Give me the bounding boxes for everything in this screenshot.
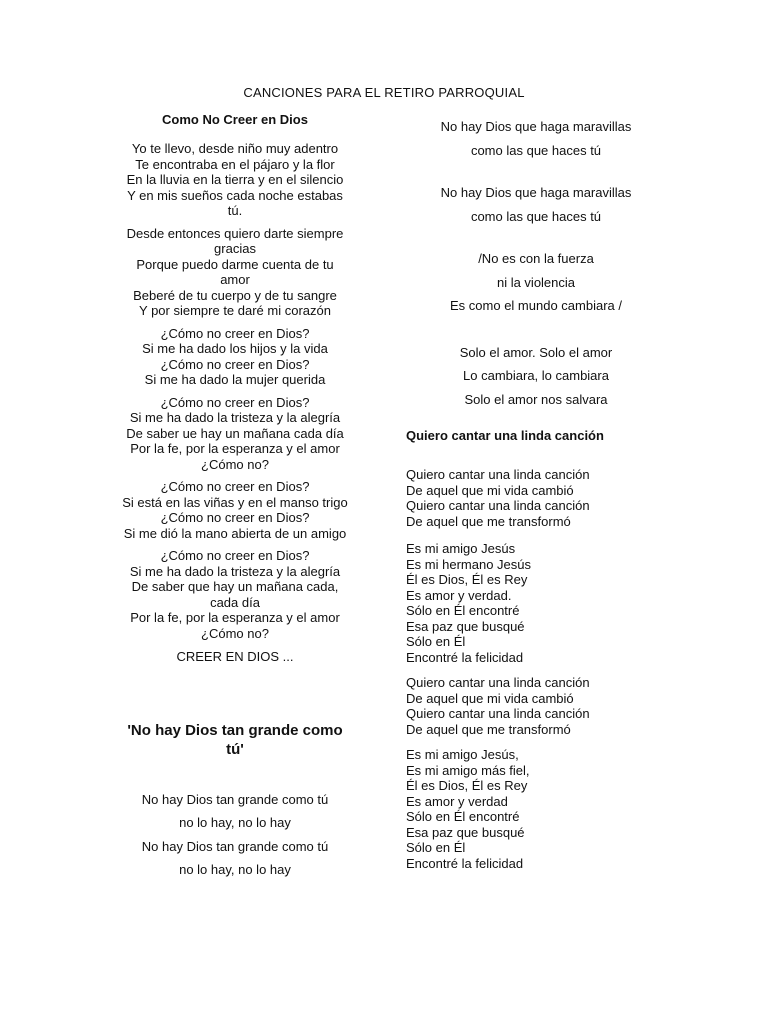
lyric-line: gracias <box>214 241 256 256</box>
stanza <box>100 395 370 473</box>
lyric-line: no lo hay, no lo hay <box>179 815 291 830</box>
lyric-line: Por la fe, por la esperanza y el amor <box>130 610 340 625</box>
lyric-line: como las que haces tú <box>470 142 602 158</box>
lyric-line: No hay Dios que haga maravillas <box>440 119 632 134</box>
stanza <box>100 788 370 882</box>
lyric-line: Y por siempre te daré mi corazón <box>139 303 331 318</box>
lyric-line: De saber ue hay un mañana cada día <box>126 425 344 441</box>
lyric-line: Yo te llevo, desde niño muy adentro <box>131 141 339 156</box>
lyric-line: Sólo en Él <box>406 634 466 649</box>
lyric-line: /No es con la fuerza <box>478 251 594 266</box>
lyric-line: No hay Dios que haga maravillas <box>440 185 632 200</box>
left-column <box>100 110 370 882</box>
lyric-line: Sólo en Él <box>406 840 466 855</box>
lyric-line: tú. <box>227 203 243 218</box>
lyric-line: Es mi amigo Jesús <box>406 541 516 556</box>
song-title-line: 'No hay Dios tan grande como <box>127 721 343 739</box>
stanza <box>100 226 370 319</box>
stanza <box>396 341 676 412</box>
lyric-line: Beberé de tu cuerpo y de tu sangre <box>133 287 337 303</box>
lyric-line: ¿Cómo no creer en Dios? <box>160 356 310 372</box>
document-title: CANCIONES PARA EL RETIRO PARROQUIAL <box>243 85 525 100</box>
lyric-line: En la lluvia en la tierra y en el silencio <box>126 172 344 187</box>
lyric-line: Desde entonces quiero darte siempre <box>126 225 344 241</box>
lyric-line: Quiero cantar una linda canción <box>406 706 590 721</box>
stanza <box>396 115 676 162</box>
lyric-line: Solo el amor. Solo el amor <box>459 344 613 360</box>
stanza <box>100 141 370 219</box>
lyric-line: Si me dió la mano abierta de un amigo <box>123 525 347 541</box>
stanza <box>100 649 370 665</box>
right-column <box>396 110 676 871</box>
lyric-line: ¿Cómo no creer en Dios? <box>160 325 310 341</box>
stanza <box>396 181 676 228</box>
song-title-no-hay-dios <box>100 721 370 759</box>
lyric-line: Sólo en Él encontré <box>406 603 520 618</box>
lyric-line: Es amor y verdad <box>406 793 508 809</box>
lyric-line: Quiero cantar una linda canción <box>406 675 590 690</box>
stanza <box>406 747 676 871</box>
lyric-line: Y en mis sueños cada noche estabas <box>127 187 343 203</box>
lyric-line: De saber que hay un mañana cada, <box>131 579 339 594</box>
stanza <box>100 326 370 388</box>
stanza <box>100 479 370 541</box>
stanza <box>406 467 676 529</box>
lyric-line: ¿Cómo no creer en Dios? <box>160 479 310 494</box>
lyric-line: ni la violencia <box>496 274 576 290</box>
lyric-line: Quiero cantar una linda canción <box>406 467 590 482</box>
song-title-como-no-creer: Como No Creer en Dios <box>162 112 308 127</box>
lyric-line: no lo hay, no lo hay <box>179 862 291 877</box>
lyric-line: De aquel que me transformó <box>406 513 571 529</box>
lyric-line: como las que haces tú <box>470 208 602 224</box>
stanza <box>406 675 676 737</box>
lyric-line: Si me ha dado la tristeza y la alegría <box>129 563 341 579</box>
lyric-line: Es mi amigo más fiel, <box>406 762 530 778</box>
lyric-line: ¿Cómo no creer en Dios? <box>160 510 310 525</box>
lyric-line: ¿Cómo no? <box>201 625 269 641</box>
lyric-line: No hay Dios tan grande como tú <box>141 791 329 807</box>
lyric-line: CREER EN DIOS ... <box>176 649 294 664</box>
lyric-line: Porque puedo darme cuenta de tu <box>136 256 334 272</box>
lyric-line: Esa paz que busqué <box>406 618 525 634</box>
lyric-line: ¿Cómo no creer en Dios? <box>160 548 310 563</box>
lyric-line: Encontré la felicidad <box>406 649 524 665</box>
lyric-line: Encontré la felicidad <box>406 855 524 871</box>
lyric-line: No hay Dios tan grande como tú <box>141 838 329 854</box>
song-title-line: tú' <box>226 740 244 758</box>
lyric-line: Quiero cantar una linda canción <box>406 498 590 513</box>
lyric-line: Te encontraba en el pájaro y la flor <box>135 156 335 172</box>
lyric-line: De aquel que me transformó <box>406 721 571 737</box>
lyric-line: Él es Dios, Él es Rey <box>406 778 528 793</box>
lyric-line: Si me ha dado los hijos y la vida <box>142 341 328 356</box>
lyric-line: Solo el amor nos salvara <box>464 391 608 407</box>
lyric-line: amor <box>220 272 250 287</box>
lyric-line: Es mi amigo Jesús, <box>406 747 519 762</box>
lyric-line: De aquel que mi vida cambió <box>406 482 574 498</box>
lyric-line: Esa paz que busqué <box>406 824 525 840</box>
song-title-quiero-cantar: Quiero cantar una linda canción <box>406 428 604 443</box>
lyric-line: ¿Cómo no creer en Dios? <box>160 394 310 410</box>
stanza <box>406 541 676 665</box>
lyric-line: Por la fe, por la esperanza y el amor <box>130 441 340 456</box>
lyric-line: De aquel que mi vida cambió <box>406 690 574 706</box>
lyric-line: ¿Cómo no? <box>201 456 269 472</box>
stanza <box>396 247 676 318</box>
lyric-line: Si me ha dado la tristeza y la alegría <box>129 410 341 425</box>
lyric-line: Lo cambiara, lo cambiara <box>463 368 609 383</box>
lyric-line: Es como el mundo cambiara / <box>450 298 622 313</box>
lyric-line: Él es Dios, Él es Rey <box>406 572 528 587</box>
lyric-line: Si está en las viñas y en el manso trigo <box>122 494 348 510</box>
lyric-line: Sólo en Él encontré <box>406 809 520 824</box>
lyric-line: Si me ha dado la mujer querida <box>144 372 326 387</box>
stanza <box>100 548 370 641</box>
lyric-line: cada día <box>210 594 260 610</box>
lyric-line: Es amor y verdad. <box>406 587 512 603</box>
lyric-line: Es mi hermano Jesús <box>406 556 531 572</box>
